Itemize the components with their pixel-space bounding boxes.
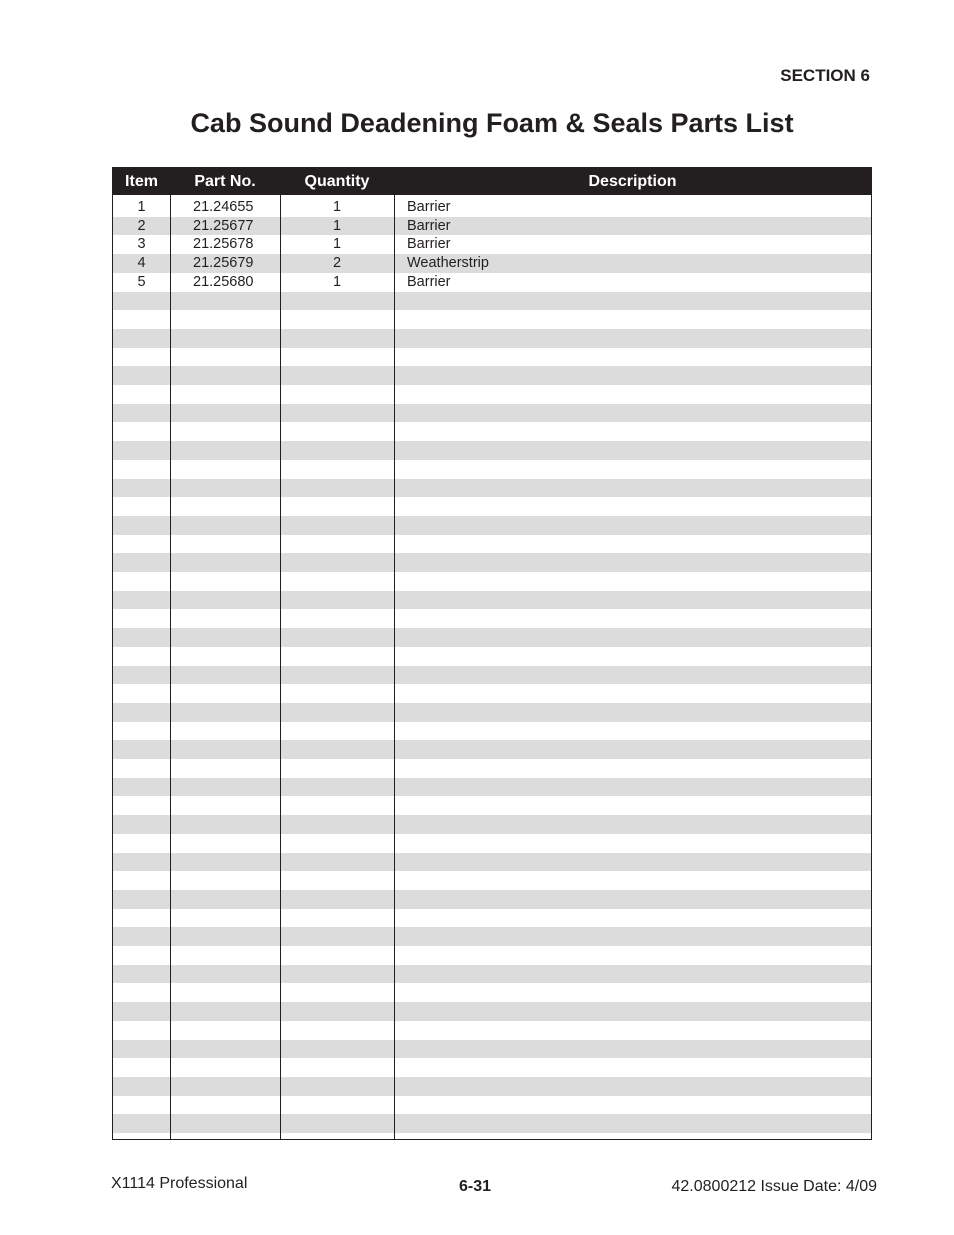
column-divider [170, 195, 171, 1139]
section-label: SECTION 6 [780, 66, 870, 85]
column-divider [394, 195, 395, 1139]
cell-part-no: 21.25680 [193, 273, 254, 290]
column-header-quantity: Quantity [304, 173, 370, 190]
column-header-part-no: Part No. [194, 173, 256, 190]
table-row [113, 647, 871, 666]
table-row [113, 198, 871, 217]
table-row [113, 385, 871, 404]
table-row [113, 909, 871, 928]
cell-item: 5 [137, 273, 146, 290]
footer-issue-date: 42.0800212 Issue Date: 4/09 [671, 1178, 877, 1195]
parts-table [112, 167, 872, 1140]
footer-product: X1114 Professional [111, 1175, 248, 1192]
table-row [113, 1114, 871, 1133]
table-row [113, 235, 871, 254]
table-row [113, 927, 871, 946]
cell-part-no: 21.25678 [193, 236, 254, 253]
table-row [113, 366, 871, 385]
table-row [113, 815, 871, 834]
cell-quantity: 1 [332, 217, 342, 234]
table-row [113, 684, 871, 703]
table-row [113, 497, 871, 516]
table-row [113, 965, 871, 984]
table-row [113, 1002, 871, 1021]
page-title: Cab Sound Deadening Foam & Seals Parts List [190, 108, 794, 138]
table-row [113, 572, 871, 591]
table-row [113, 609, 871, 628]
table-row [113, 890, 871, 909]
cell-quantity: 1 [332, 199, 342, 215]
table-row [113, 516, 871, 535]
cell-part-no: 21.24655 [193, 199, 254, 215]
table-row [113, 628, 871, 647]
table-body [113, 195, 871, 1139]
table-row [113, 778, 871, 797]
table-row [113, 871, 871, 890]
table-row [113, 1058, 871, 1077]
cell-description: Barrier [407, 217, 451, 234]
cell-description: Barrier [407, 199, 451, 215]
table-row [113, 1021, 871, 1040]
table-row [113, 441, 871, 460]
table-header [113, 168, 871, 195]
table-row [113, 217, 871, 236]
table-row [113, 703, 871, 722]
column-header-description: Description [588, 173, 677, 190]
column-header-item: Item [125, 173, 158, 190]
table-row [113, 983, 871, 1002]
table-row [113, 1077, 871, 1096]
cell-part-no: 21.25677 [193, 217, 254, 234]
table-row [113, 292, 871, 311]
table-row [113, 273, 871, 292]
table-row [113, 946, 871, 965]
table-row [113, 422, 871, 441]
table-row [113, 479, 871, 498]
table-row [113, 254, 871, 273]
cell-item: 2 [137, 217, 146, 234]
table-row [113, 404, 871, 423]
table-row [113, 666, 871, 685]
cell-item: 3 [137, 236, 146, 253]
cell-part-no: 21.25679 [193, 255, 254, 272]
table-row [113, 329, 871, 348]
table-row [113, 1040, 871, 1059]
cell-item: 4 [137, 255, 146, 272]
table-row [113, 591, 871, 610]
table-row [113, 722, 871, 741]
table-row [113, 460, 871, 479]
table-row [113, 759, 871, 778]
cell-description: Barrier [407, 273, 451, 290]
table-row [113, 553, 871, 572]
cell-description: Barrier [407, 236, 451, 253]
cell-quantity: 2 [332, 255, 342, 272]
table-row [113, 1096, 871, 1115]
column-divider [280, 195, 281, 1139]
cell-description: Weatherstrip [407, 255, 489, 272]
table-row [113, 740, 871, 759]
table-row [113, 348, 871, 367]
table-row [113, 853, 871, 872]
cell-quantity: 1 [332, 273, 342, 290]
table-row [113, 535, 871, 554]
table-row [113, 834, 871, 853]
cell-item: 1 [137, 199, 146, 215]
footer-page-number: 6-31 [459, 1178, 492, 1195]
cell-quantity: 1 [332, 236, 342, 253]
table-row [113, 310, 871, 329]
table-row [113, 796, 871, 815]
